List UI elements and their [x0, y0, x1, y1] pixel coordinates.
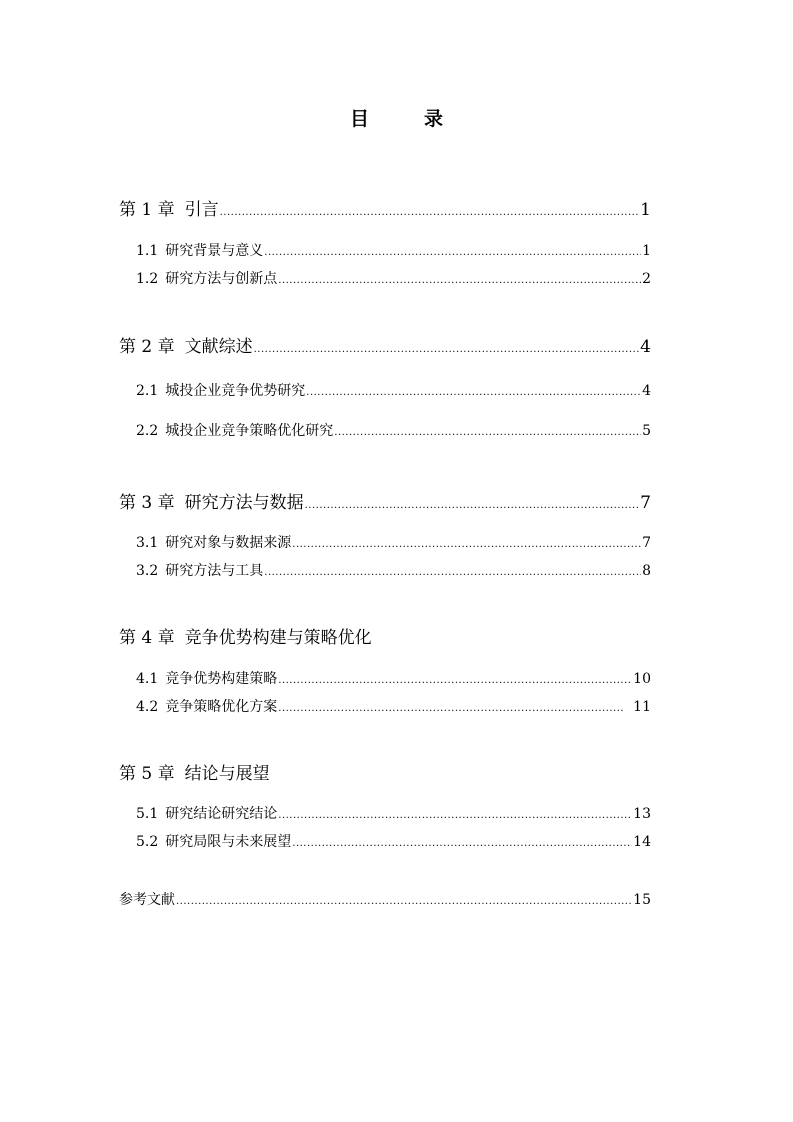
dot-leader — [306, 388, 641, 398]
dot-leader — [264, 568, 641, 578]
chapter-number: 第 1 章 — [119, 200, 175, 220]
section-label: 研究结论研究结论 — [165, 806, 278, 822]
page-number: 1 — [640, 200, 651, 220]
toc-entry-chapter-5[interactable] — [119, 766, 651, 783]
toc-entry-chapter-3[interactable] — [119, 495, 651, 512]
toc-entry-section-3-1[interactable] — [136, 536, 651, 550]
dot-leader — [264, 248, 641, 258]
toc-entry-section-1-2[interactable] — [136, 272, 651, 286]
page-number: 10 — [633, 671, 651, 687]
section-number: 1.2 — [136, 271, 159, 287]
section-number: 5.1 — [136, 806, 159, 822]
toc-entry-chapter-1[interactable] — [119, 202, 651, 219]
dot-leader — [220, 208, 640, 218]
page-number: 8 — [642, 563, 651, 579]
chapter-label: 竞争优势构建与策略优化 — [184, 628, 372, 648]
chapter-label: 结论与展望 — [184, 764, 270, 784]
section-label: 研究方法与创新点 — [165, 271, 278, 287]
section-number: 2.1 — [136, 383, 159, 399]
section-number: 3.1 — [136, 535, 159, 551]
section-label: 竞争策略优化方案 — [165, 699, 278, 715]
toc-entry-section-4-1[interactable] — [136, 672, 651, 686]
chapter-label: 引言 — [184, 200, 219, 220]
page-number: 5 — [642, 423, 651, 439]
dot-leader — [334, 428, 641, 438]
page-number: 4 — [642, 383, 651, 399]
toc-entry-chapter-2[interactable] — [119, 339, 651, 356]
section-label: 城投企业竞争优势研究 — [165, 383, 306, 399]
toc-entry-section-1-1[interactable] — [136, 244, 651, 258]
page-number: 4 — [640, 337, 651, 357]
chapter-number: 第 2 章 — [119, 337, 175, 357]
page-number: 1 — [642, 243, 651, 259]
page-number: 7 — [642, 535, 651, 551]
section-number: 4.2 — [136, 699, 159, 715]
chapter-label: 研究方法与数据 — [184, 493, 304, 513]
dot-leader — [278, 276, 641, 286]
chapter-label: 文献综述 — [184, 337, 253, 357]
section-label: 研究方法与工具 — [165, 563, 264, 579]
chapter-number: 第 3 章 — [119, 493, 175, 513]
page-number: 7 — [640, 493, 651, 513]
section-number: 1.1 — [136, 243, 159, 259]
toc-title: 目 录 — [349, 108, 461, 130]
section-label: 竞争优势构建策略 — [165, 671, 278, 687]
page-number: 11 — [633, 699, 651, 715]
dot-leader — [292, 839, 632, 849]
section-label: 城投企业竞争策略优化研究 — [165, 423, 334, 439]
references-label: 参考文献 — [119, 892, 175, 908]
page-number: 2 — [642, 271, 651, 287]
section-number: 5.2 — [136, 834, 159, 850]
dot-leader — [278, 676, 632, 686]
section-number: 3.2 — [136, 563, 159, 579]
toc-entry-chapter-4[interactable] — [119, 630, 651, 647]
section-number: 2.2 — [136, 423, 159, 439]
page-number: 13 — [633, 806, 651, 822]
dot-leader — [292, 540, 641, 550]
toc-entry-section-3-2[interactable] — [136, 564, 651, 578]
dot-leader — [254, 345, 640, 355]
toc-entry-section-2-2[interactable] — [136, 424, 651, 438]
toc-entry-references[interactable] — [119, 893, 651, 907]
section-label: 研究背景与意义 — [165, 243, 264, 259]
toc-entry-section-2-1[interactable] — [136, 384, 651, 398]
section-label: 研究对象与数据来源 — [165, 535, 292, 551]
dot-leader — [278, 811, 632, 821]
section-label: 研究局限与未来展望 — [165, 834, 292, 850]
toc-entry-section-5-1[interactable] — [136, 807, 651, 821]
dot-leader — [278, 704, 625, 714]
toc-entry-section-5-2[interactable] — [136, 835, 651, 849]
dot-leader — [176, 897, 632, 907]
section-number: 4.1 — [136, 671, 159, 687]
dot-leader — [305, 501, 640, 511]
toc-entry-section-4-2[interactable] — [136, 700, 651, 714]
page-number: 15 — [633, 892, 651, 908]
chapter-number: 第 4 章 — [119, 628, 175, 648]
chapter-number: 第 5 章 — [119, 764, 175, 784]
page-number: 14 — [633, 834, 651, 850]
